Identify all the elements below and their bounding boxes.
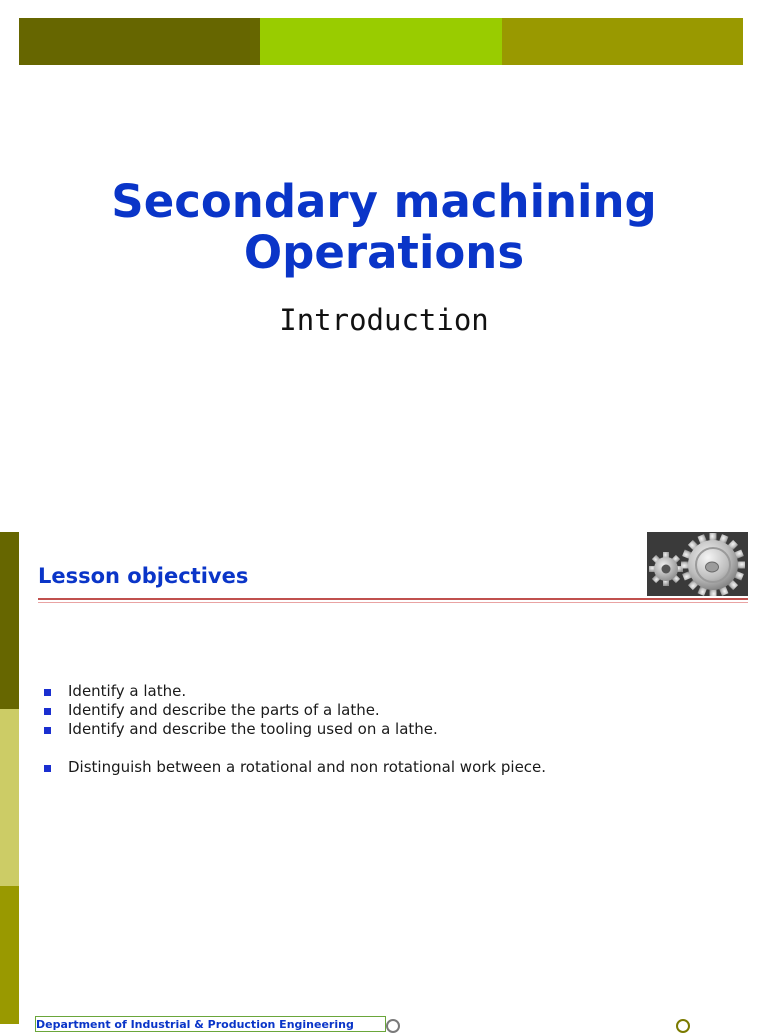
objectives-heading: Lesson objectives: [38, 564, 249, 588]
bullet-square-icon: [44, 727, 51, 734]
gears-icon: [647, 532, 748, 596]
sidebar-band-1: [0, 532, 19, 709]
objective-text: Distinguish between a rotational and non rotational work piece.: [68, 758, 547, 776]
objectives-list: [42, 682, 742, 777]
footer-circle-icon: [386, 1019, 400, 1033]
list-item: [42, 701, 742, 720]
decorative-color-bar: [19, 18, 743, 65]
heading-underline: [38, 598, 748, 600]
color-bar-segment-1: [19, 18, 260, 65]
bullet-square-icon: [44, 689, 51, 696]
objective-text: Identify and describe the parts of a lathe.: [68, 701, 380, 719]
objectives-slide: [0, 532, 768, 1031]
objective-text: Identify and describe the tooling used on a lathe.: [68, 720, 438, 738]
list-item: [42, 720, 742, 739]
objective-text: Identify a lathe.: [68, 682, 187, 700]
color-bar-segment-3: [502, 18, 743, 65]
slide-title-line-2: Operations: [243, 226, 525, 279]
footer-circle-icon-right: [676, 1019, 690, 1033]
bullet-square-icon: [44, 708, 51, 715]
footer-label: [35, 1016, 386, 1032]
list-item: [42, 682, 742, 701]
bullet-square-icon: [44, 765, 51, 772]
slide-title: [0, 176, 768, 278]
slide-subtitle: Introduction: [279, 303, 489, 337]
color-bar-segment-2: [260, 18, 501, 65]
footer-text: Department of Industrial & Production Engineering: [36, 1018, 354, 1031]
slide-title-line-1: Secondary machining: [111, 175, 657, 228]
sidebar-band-3: [0, 886, 19, 1024]
sidebar-band-2: [0, 709, 19, 886]
heading-underline-thin: [38, 602, 748, 603]
decorative-sidebar: [0, 532, 19, 1024]
list-item: [42, 758, 742, 777]
